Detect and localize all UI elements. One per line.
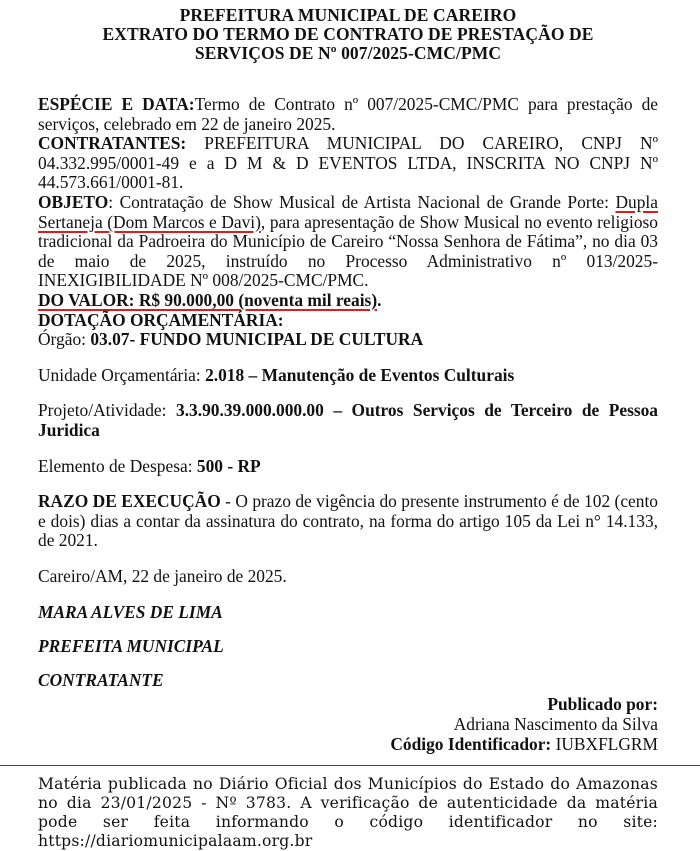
valor-text: DO VALOR: R$ 90.000,00 (noventa mil reais): [38, 289, 378, 310]
signature-role: PREFEITA MUNICIPAL: [38, 636, 224, 657]
footer-divider: [0, 765, 700, 766]
orgao-line: [38, 330, 658, 350]
objeto-highlight: Dupla Sertaneja (Dom Marcos e Davi): [38, 191, 658, 232]
projeto-value: 3.3.90.39.000.000.00 – Outros Serviços de Terceiro de Pessoa Juridica: [38, 400, 659, 440]
title-line-3: SERVIÇOS DE Nº 007/2025-CMC/PMC: [194, 43, 502, 63]
publisher-code-label: Código Identificador:: [390, 734, 552, 754]
contratantes-text: PREFEITURA MUNICIPAL DO CAREIRO, CNPJ Nº 04.332.995/0001-49 e a D M & D EVENTOS LTDA, INSCRITA NO CNPJ Nº 44.573.661/0001-81.: [38, 133, 658, 193]
title-line-1: PREFEITURA MUNICIPAL DE CAREIRO: [179, 5, 517, 25]
elemento-line: [38, 457, 658, 477]
projeto-line: [38, 401, 658, 440]
orgao-label: Órgão:: [38, 329, 91, 350]
projeto-label: Projeto/Atividade:: [38, 400, 176, 421]
especie-label: ESPÉCIE E DATA:: [38, 94, 195, 114]
dotacao-label: DOTAÇÃO ORÇAMENTÁRIA:: [38, 309, 284, 330]
valor-paragraph: [38, 291, 658, 311]
footer-note: Matéria publicada no Diário Oficial dos Municípios do Estado do Amazonas no dia 23/01/2025 - Nº 3783. A verificação de autenticidade da matéria pode ser feita informando o código identificador no site: https://diariomunicipalaam.org.br: [38, 775, 658, 850]
objeto-paragraph: [38, 193, 658, 291]
unidade-line: [38, 366, 658, 386]
objeto-text-a: : Contratação de Show Musical de Artista Nacional de Grande Porte:: [108, 191, 616, 212]
publisher-label: Publicado por:: [547, 694, 658, 714]
contratantes-paragraph: [38, 134, 658, 193]
place-date: Careiro/AM, 22 de janeiro de 2025.: [38, 565, 287, 586]
signature-name: MARA ALVES DE LIMA: [38, 602, 223, 623]
elemento-value: 500 - RP: [196, 455, 261, 476]
especie-text: Termo de Contrato nº 007/2025-CMC/PMC para prestação de serviços, celebrado em 22 de janeiro 2025.: [38, 94, 659, 134]
document-body: [38, 95, 658, 690]
objeto-text-b: , para apresentação de Show Musical no evento religioso tradicional da Padroeira do Município de Careiro “Nossa Senhora de Fátima”, no dia 03 de maio de 2025, instruído no Processo Administrativo nº 013/2025- INEXIGIBILIDADE Nº 008/2025-CMC/PMC.: [38, 211, 658, 291]
prazo-text: - O prazo de vigência do presente instrumento é de 102 (cento e dois) dias a contar da assinatura do contrato, na forma do artigo 105 da Lei n° 14.133, de 2021.: [38, 491, 659, 551]
prazo-label: RAZO DE EXECUÇÃO: [38, 491, 221, 512]
prazo-paragraph: [38, 492, 658, 551]
unidade-value: 2.018 – Manutenção de Eventos Culturais: [205, 364, 515, 385]
document-page: [38, 0, 658, 690]
title-line-2: EXTRATO DO TERMO DE CONTRATO DE PRESTAÇÃO DE: [102, 24, 594, 44]
publisher-name: Adriana Nascimento da Silva: [453, 714, 658, 734]
document-title: [38, 6, 658, 63]
contratantes-label: CONTRATANTES:: [38, 133, 187, 154]
unidade-label: Unidade Orçamentária:: [38, 364, 206, 385]
publisher-code-value: IUBXFLGRM: [551, 734, 658, 754]
publisher-code-line: [390, 734, 658, 754]
orgao-value: 03.07- FUNDO MUNICIPAL DE CULTURA: [90, 329, 424, 350]
especie-paragraph: [38, 95, 658, 134]
valor-suffix: .: [377, 289, 382, 310]
publisher-block: [390, 694, 658, 754]
signature-party: CONTRATANTE: [38, 670, 164, 691]
objeto-label: OBJETO: [38, 191, 109, 212]
elemento-label: Elemento de Despesa:: [38, 455, 197, 476]
